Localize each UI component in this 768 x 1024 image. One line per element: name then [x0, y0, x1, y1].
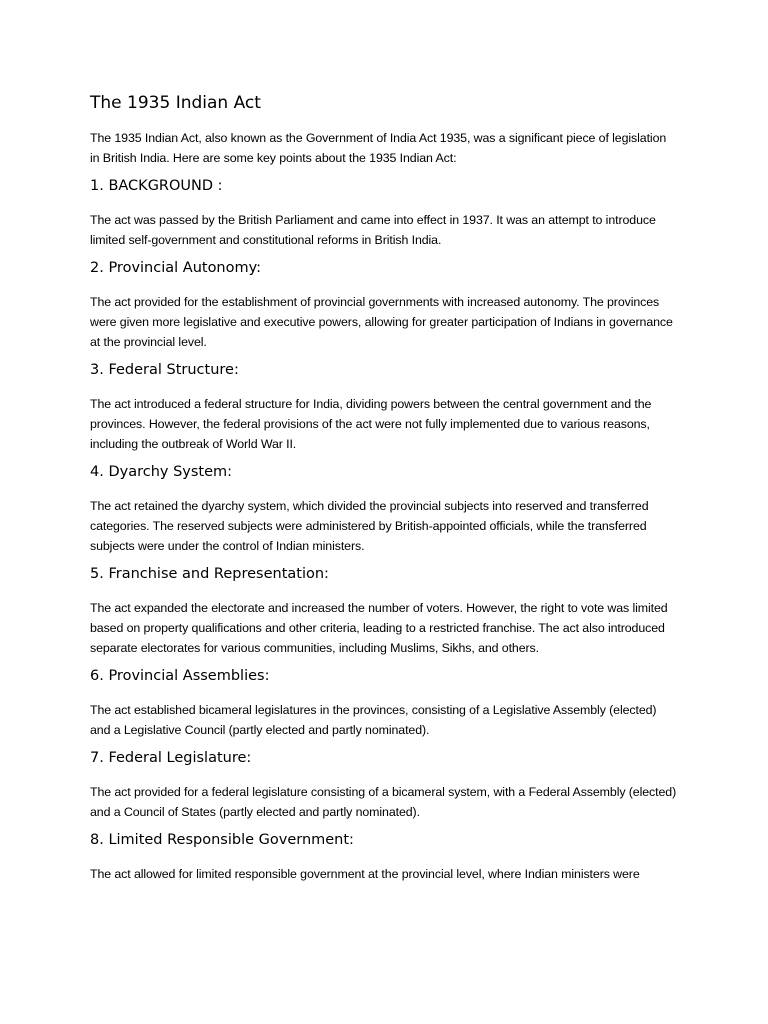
document-page [90, 90, 678, 891]
section-franchise-representation [90, 563, 678, 658]
section-dyarchy-system [90, 461, 678, 556]
section-paragraph: The act expanded the electorate and increased the number of voters. However, the right to vote was limited based on property qualifications and other criteria, leading to a restricted franchise. The act also introduced separate electorates for various communities, including Muslims, Sikhs, and others. [90, 601, 668, 655]
section-paragraph: The act introduced a federal structure for India, dividing powers between the central government and the provinces. However, the federal provisions of the act were not fully implemented due to various reasons, including the outbreak of World War II. [90, 397, 652, 451]
section-provincial-assemblies [90, 665, 678, 740]
section-heading: 1. BACKGROUND : [90, 178, 223, 194]
section-heading: 5. Franchise and Representation: [90, 566, 329, 582]
section-federal-legislature [90, 747, 678, 822]
section-heading: 3. Federal Structure: [90, 362, 239, 378]
section-paragraph: The act was passed by the British Parliament and came into effect in 1937. It was an attempt to introduce limited self-government and constitutional reforms in British India. [90, 213, 656, 247]
section-heading: 8. Limited Responsible Government: [90, 832, 354, 848]
section-paragraph: The act provided for a federal legislature consisting of a bicameral system, with a Federal Assembly (elected) and a Council of States (partly elected and partly nominated). [90, 785, 677, 819]
section-background [90, 175, 678, 250]
section-paragraph: The act provided for the establishment of provincial governments with increased autonomy. The provinces were given more legislative and executive powers, allowing for greater participation of Indians in governance at the provincial level. [90, 295, 673, 349]
section-paragraph: The act established bicameral legislatures in the provinces, consisting of a Legislative Assembly (elected) and a Legislative Council (partly elected and partly nominated). [90, 703, 657, 737]
page-title: The 1935 Indian Act [90, 93, 261, 113]
section-paragraph: The act allowed for limited responsible government at the provincial level, where Indian ministers were [90, 867, 640, 881]
intro-paragraph: The 1935 Indian Act, also known as the Government of India Act 1935, was a significant piece of legislation in British India. Here are some key points about the 1935 Indian Act: [90, 131, 667, 165]
section-heading: 4. Dyarchy System: [90, 464, 233, 480]
section-heading: 7. Federal Legislature: [90, 750, 252, 766]
section-provincial-autonomy [90, 257, 678, 352]
section-limited-responsible-government [90, 829, 678, 884]
section-paragraph: The act retained the dyarchy system, which divided the provincial subjects into reserved and transferred categories. The reserved subjects were administered by British-appointed officials, while the transferred subjects were under the control of Indian ministers. [90, 499, 649, 553]
section-federal-structure [90, 359, 678, 454]
section-heading: 6. Provincial Assemblies: [90, 668, 270, 684]
section-heading: 2. Provincial Autonomy: [90, 260, 262, 276]
